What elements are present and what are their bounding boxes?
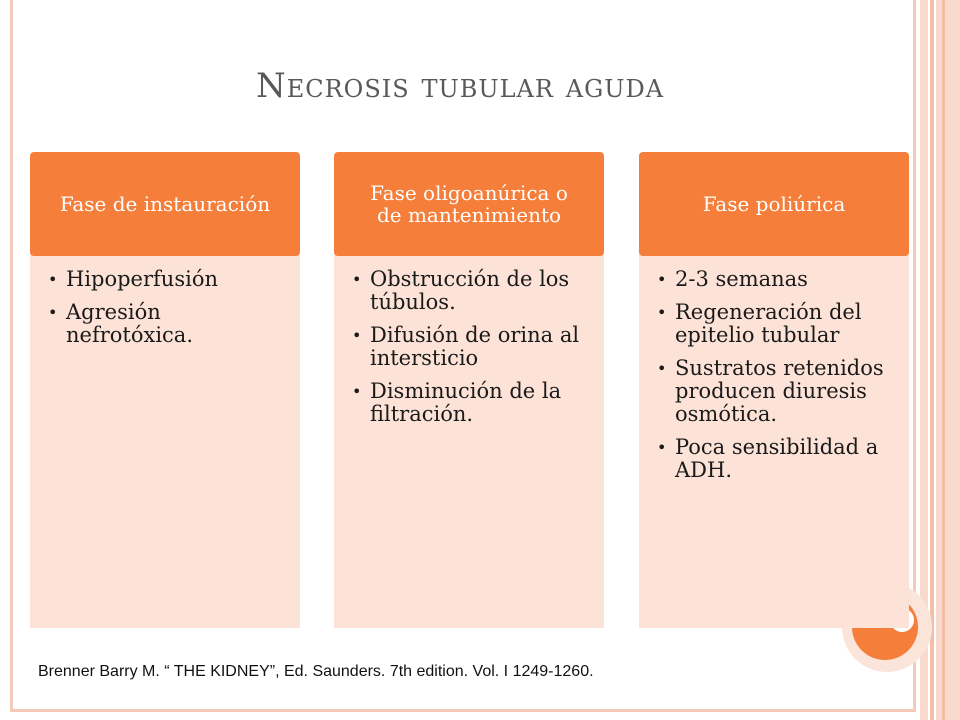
- bullet-icon: •: [352, 326, 362, 345]
- list-item: [352, 379, 590, 426]
- list-item-text: Obstrucción de los túbulos.: [370, 267, 570, 314]
- phase-header: Fase de instauración: [30, 152, 300, 256]
- list-item-text: Poca sensibilidad a ADH.: [675, 435, 879, 482]
- list-item-text: 2-3 semanas: [675, 267, 808, 291]
- list-item: [657, 267, 895, 291]
- list-item-text: Hipoperfusión: [66, 267, 218, 291]
- bullet-icon: •: [352, 382, 362, 401]
- phase-column-instauracion: [30, 152, 300, 628]
- bullet-icon: •: [657, 359, 667, 378]
- list-item: [48, 267, 286, 291]
- list-item: [352, 267, 590, 314]
- phase-column-mantenimiento: [334, 152, 604, 628]
- decorative-stripe: [936, 0, 960, 720]
- decorative-stripe: [942, 0, 945, 720]
- decorative-stripe: [930, 0, 934, 720]
- phase-column-poliurica: [639, 152, 909, 628]
- list-item: [657, 356, 895, 426]
- bullet-icon: •: [48, 270, 58, 289]
- bullet-icon: •: [352, 270, 362, 289]
- list-item-text: Agresión nefrotóxica.: [66, 300, 194, 347]
- list-item-text: Regeneración del epitelio tubular: [675, 300, 862, 347]
- phase-header: Fase poliúrica: [639, 152, 909, 256]
- list-item-text: Disminución de la filtración.: [370, 379, 562, 426]
- list-item: [657, 300, 895, 347]
- phase-header: Fase oligoanúrica o de mantenimiento: [334, 152, 604, 256]
- list-item: [657, 435, 895, 482]
- bullet-icon: •: [657, 303, 667, 322]
- phase-list: [30, 268, 300, 357]
- slide-title: Necrosis tubular aguda: [255, 66, 665, 106]
- bullet-icon: •: [657, 438, 667, 457]
- list-item-text: Sustratos retenidos producen diuresis osmótica.: [675, 356, 884, 426]
- phase-list: [334, 268, 604, 436]
- bullet-icon: •: [48, 303, 58, 322]
- bullet-icon: •: [657, 270, 667, 289]
- list-item: [48, 300, 286, 347]
- list-item-text: Difusión de orina al intersticio: [370, 323, 580, 370]
- phase-list: [639, 268, 909, 492]
- list-item: [352, 323, 590, 370]
- reference-citation: Brenner Barry M. “ THE KIDNEY”, Ed. Saunders. 7th edition. Vol. I 1249-1260.: [38, 663, 594, 680]
